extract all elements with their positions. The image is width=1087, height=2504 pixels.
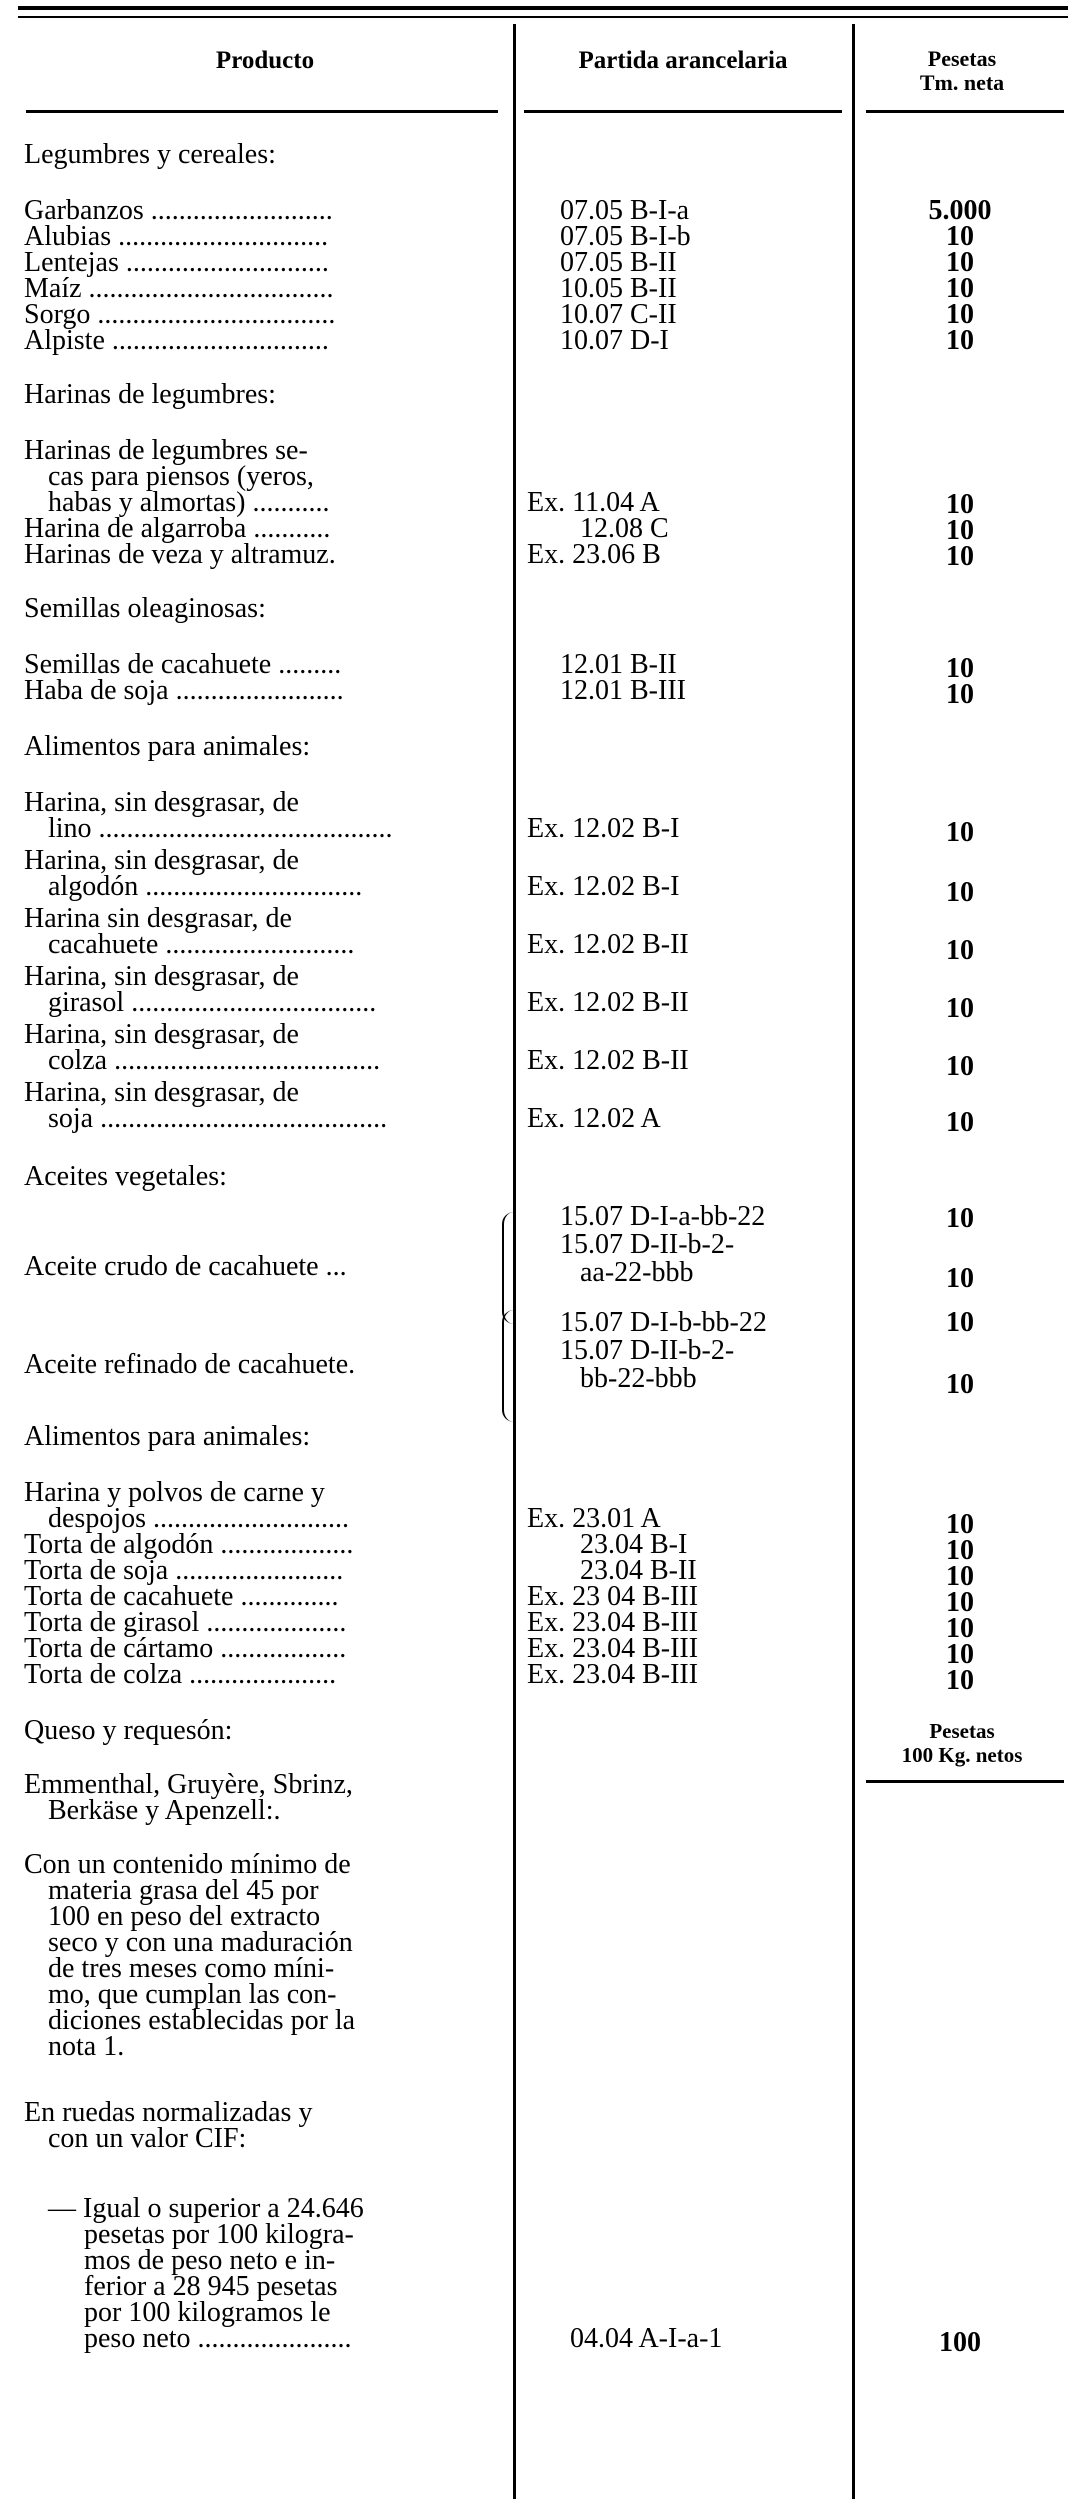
top-rule-thick (18, 6, 1068, 10)
row-sorgo: Sorgo .................................. (24, 299, 336, 330)
subheader-pesetas-1: Pesetas (929, 1719, 995, 1743)
value-torta-cacahuete: 10 (946, 1587, 974, 1618)
partida-refinado-3: bb-22-bbb (580, 1363, 697, 1394)
row-cacahuete2-l1: Harina sin desgrasar, de (24, 903, 292, 934)
row-soja2-l2: soja ......................................... (48, 1103, 388, 1134)
row-torta-cacahuete: Torta de cacahuete .............. (24, 1581, 339, 1612)
partida-torta-girasol: Ex. 23.04 B-III (527, 1607, 699, 1638)
row-contenido-l4: seco y con una maduración (48, 1927, 353, 1958)
row-contenido-l6: mo, que cumplan las con- (48, 1979, 337, 2010)
row-torta-algodon: Torta de algodón ................... (24, 1529, 354, 1560)
row-alubias: Alubias .............................. (24, 221, 329, 252)
partida-alubias: 07.05 B-I-b (560, 221, 691, 252)
row-garbanzos: Garbanzos .......................... (24, 195, 333, 226)
value-veza: 10 (946, 541, 974, 572)
brace-crudo (502, 1212, 518, 1324)
header-pesetas-2: Tm. neta (919, 70, 1005, 95)
row-igual-l3: mos de peso neto e in- (84, 2245, 336, 2276)
value-refinado-2: 10 (946, 1369, 974, 1400)
value-algodon: 10 (946, 877, 974, 908)
section-queso: Queso y requesón: (24, 1715, 233, 1746)
row-cacahuete2-l2: cacahuete ........................... (48, 929, 355, 960)
row-soja: Haba de soja ........................ (24, 675, 344, 706)
header-underline-producto (26, 110, 498, 113)
row-aceite-refinado: Aceite refinado de cacahuete. (24, 1349, 356, 1380)
partida-torta-colza: Ex. 23.04 B-III (527, 1659, 699, 1690)
row-girasol-l2: girasol ................................... (48, 987, 377, 1018)
value-cacahuete: 10 (946, 653, 974, 684)
section-legumbres: Legumbres y cereales: (24, 139, 276, 170)
section-harinas: Harinas de legumbres: (24, 379, 276, 410)
partida-harinas: Ex. 11.04 A (527, 487, 660, 518)
row-harinas-l1: Harinas de legumbres se- (24, 435, 308, 466)
partida-sorgo: 10.07 C-II (560, 299, 677, 330)
row-harinas-l3: habas y almortas) ........... (48, 487, 330, 518)
section-aceites: Aceites vegetales: (24, 1161, 227, 1192)
row-aceite-crudo: Aceite crudo de cacahuete ... (24, 1251, 347, 1282)
row-ruedas-l1: En ruedas normalizadas y (24, 2097, 313, 2128)
partida-crudo-1: 15.07 D-I-a-bb-22 (560, 1201, 766, 1232)
row-maiz: Maíz ................................... (24, 273, 334, 304)
partida-refinado-1: 15.07 D-I-b-bb-22 (560, 1307, 767, 1338)
value-algarroba: 10 (946, 515, 974, 546)
partida-torta-cartamo: Ex. 23.04 B-III (527, 1633, 699, 1664)
brace-refinado (502, 1310, 518, 1422)
row-igual-l5: por 100 kilogramos le (84, 2297, 331, 2328)
partida-refinado-2: 15.07 D-II-b-2- (560, 1335, 735, 1366)
row-veza: Harinas de veza y altramuz. (24, 539, 336, 570)
value-colza: 10 (946, 1051, 974, 1082)
row-igual-l2: pesetas por 100 kilogra- (84, 2219, 354, 2250)
partida-crudo-3: aa-22-bbb (580, 1257, 694, 1288)
value-torta-algodon: 10 (946, 1535, 974, 1566)
row-torta-colza: Torta de colza ..................... (24, 1659, 337, 1690)
row-harinas-l2: cas para piensos (yeros, (48, 461, 314, 492)
row-igual-l4: ferior a 28 945 pesetas (84, 2271, 338, 2302)
value-sorgo: 10 (946, 299, 974, 330)
partida-girasol: Ex. 12.02 B-II (527, 987, 689, 1018)
value-garbanzos: 5.000 (928, 195, 992, 226)
value-torta-cartamo: 10 (946, 1639, 974, 1670)
header-partida: Partida arancelaria (578, 47, 788, 74)
partida-veza: Ex. 23.06 B (527, 539, 661, 570)
value-crudo-1: 10 (946, 1203, 974, 1234)
row-cacahuete: Semillas de cacahuete ......... (24, 649, 342, 680)
value-crudo-2: 10 (946, 1263, 974, 1294)
row-torta-cartamo: Torta de cártamo .................. (24, 1633, 347, 1664)
value-girasol: 10 (946, 993, 974, 1024)
partida-carne: Ex. 23.01 A (527, 1503, 661, 1534)
row-lino-l1: Harina, sin desgrasar, de (24, 787, 299, 818)
row-colza-l2: colza ...................................... (48, 1045, 381, 1076)
partida-cacahuete2: Ex. 12.02 B-II (527, 929, 689, 960)
row-igual-l1: — Igual o superior a 24.646 (48, 2193, 364, 2224)
row-contenido-l5: de tres meses como míni- (48, 1953, 335, 1984)
subheader-underline (866, 1780, 1064, 1783)
header-pesetas-1: Pesetas (927, 46, 997, 71)
value-cacahuete2: 10 (946, 935, 974, 966)
value-queso: 100 (939, 2327, 981, 2358)
partida-maiz: 10.05 B-II (560, 273, 677, 304)
partida-crudo-2: 15.07 D-II-b-2- (560, 1229, 735, 1260)
column-divider-right (852, 24, 855, 2499)
partida-torta-soja: 23.04 B-II (580, 1555, 697, 1586)
partida-lentejas: 07.05 B-II (560, 247, 677, 278)
row-contenido-l2: materia grasa del 45 por (48, 1875, 319, 1906)
partida-alpiste: 10.07 D-I (560, 325, 669, 356)
row-contenido-l7: diciones establecidas por la (48, 2005, 356, 2036)
row-soja2-l1: Harina, sin desgrasar, de (24, 1077, 299, 1108)
row-emmenthal-l2: Berkäse y Apenzell:. (48, 1795, 281, 1826)
row-ruedas-l2: con un valor CIF: (48, 2123, 247, 2154)
section-alimentos-2: Alimentos para animales: (24, 1421, 311, 1452)
subheader-pesetas-2: 100 Kg. netos (901, 1743, 1023, 1767)
row-emmenthal-l1: Emmenthal, Gruyère, Sbrinz, (24, 1769, 353, 1800)
row-torta-soja: Torta de soja ........................ (24, 1555, 344, 1586)
row-algodon-l2: algodón ............................... (48, 871, 363, 902)
row-contenido-l8: nota 1. (48, 2031, 125, 2062)
value-alpiste: 10 (946, 325, 974, 356)
partida-queso: 04.04 A-I-a-1 (570, 2323, 723, 2354)
value-alubias: 10 (946, 221, 974, 252)
row-lentejas: Lentejas ............................. (24, 247, 329, 278)
partida-torta-algodon: 23.04 B-I (580, 1529, 688, 1560)
header-producto: Producto (215, 47, 315, 74)
partida-lino: Ex. 12.02 B-I (527, 813, 680, 844)
partida-torta-cacahuete: Ex. 23 04 B-III (527, 1581, 699, 1612)
value-torta-girasol: 10 (946, 1613, 974, 1644)
value-torta-soja: 10 (946, 1561, 974, 1592)
section-alimentos-1: Alimentos para animales: (24, 731, 311, 762)
row-girasol-l1: Harina, sin desgrasar, de (24, 961, 299, 992)
row-lino-l2: lino .......................................... (48, 813, 393, 844)
value-carne: 10 (946, 1509, 974, 1540)
header-underline-partida (524, 110, 842, 113)
partida-soja: 12.01 B-III (560, 675, 686, 706)
row-algodon-l1: Harina, sin desgrasar, de (24, 845, 299, 876)
row-igual-l6: peso neto ...................... (84, 2323, 352, 2354)
row-colza-l1: Harina, sin desgrasar, de (24, 1019, 299, 1050)
top-rule-thin (18, 16, 1068, 18)
row-torta-girasol: Torta de girasol .................... (24, 1607, 347, 1638)
partida-algodon: Ex. 12.02 B-I (527, 871, 680, 902)
row-contenido-l3: 100 en peso del extracto (48, 1901, 321, 1932)
row-algarroba: Harina de algarroba ........... (24, 513, 331, 544)
value-torta-colza: 10 (946, 1665, 974, 1696)
value-soja: 10 (946, 679, 974, 710)
value-harinas: 10 (946, 489, 974, 520)
value-lino: 10 (946, 817, 974, 848)
partida-soja2: Ex. 12.02 A (527, 1103, 661, 1134)
partida-cacahuete: 12.01 B-II (560, 649, 677, 680)
section-semillas: Semillas oleaginosas: (24, 593, 266, 624)
partida-algarroba: 12.08 C (580, 513, 669, 544)
value-maiz: 10 (946, 273, 974, 304)
row-contenido-l1: Con un contenido mínimo de (24, 1849, 351, 1880)
partida-garbanzos: 07.05 B-I-a (560, 195, 690, 226)
value-lentejas: 10 (946, 247, 974, 278)
row-carne-l2: despojos ............................ (48, 1503, 349, 1534)
value-refinado-1: 10 (946, 1307, 974, 1338)
partida-colza: Ex. 12.02 B-II (527, 1045, 689, 1076)
row-carne-l1: Harina y polvos de carne y (24, 1477, 325, 1508)
value-soja2: 10 (946, 1107, 974, 1138)
row-alpiste: Alpiste ............................... (24, 325, 329, 356)
header-underline-pesetas (866, 110, 1064, 113)
